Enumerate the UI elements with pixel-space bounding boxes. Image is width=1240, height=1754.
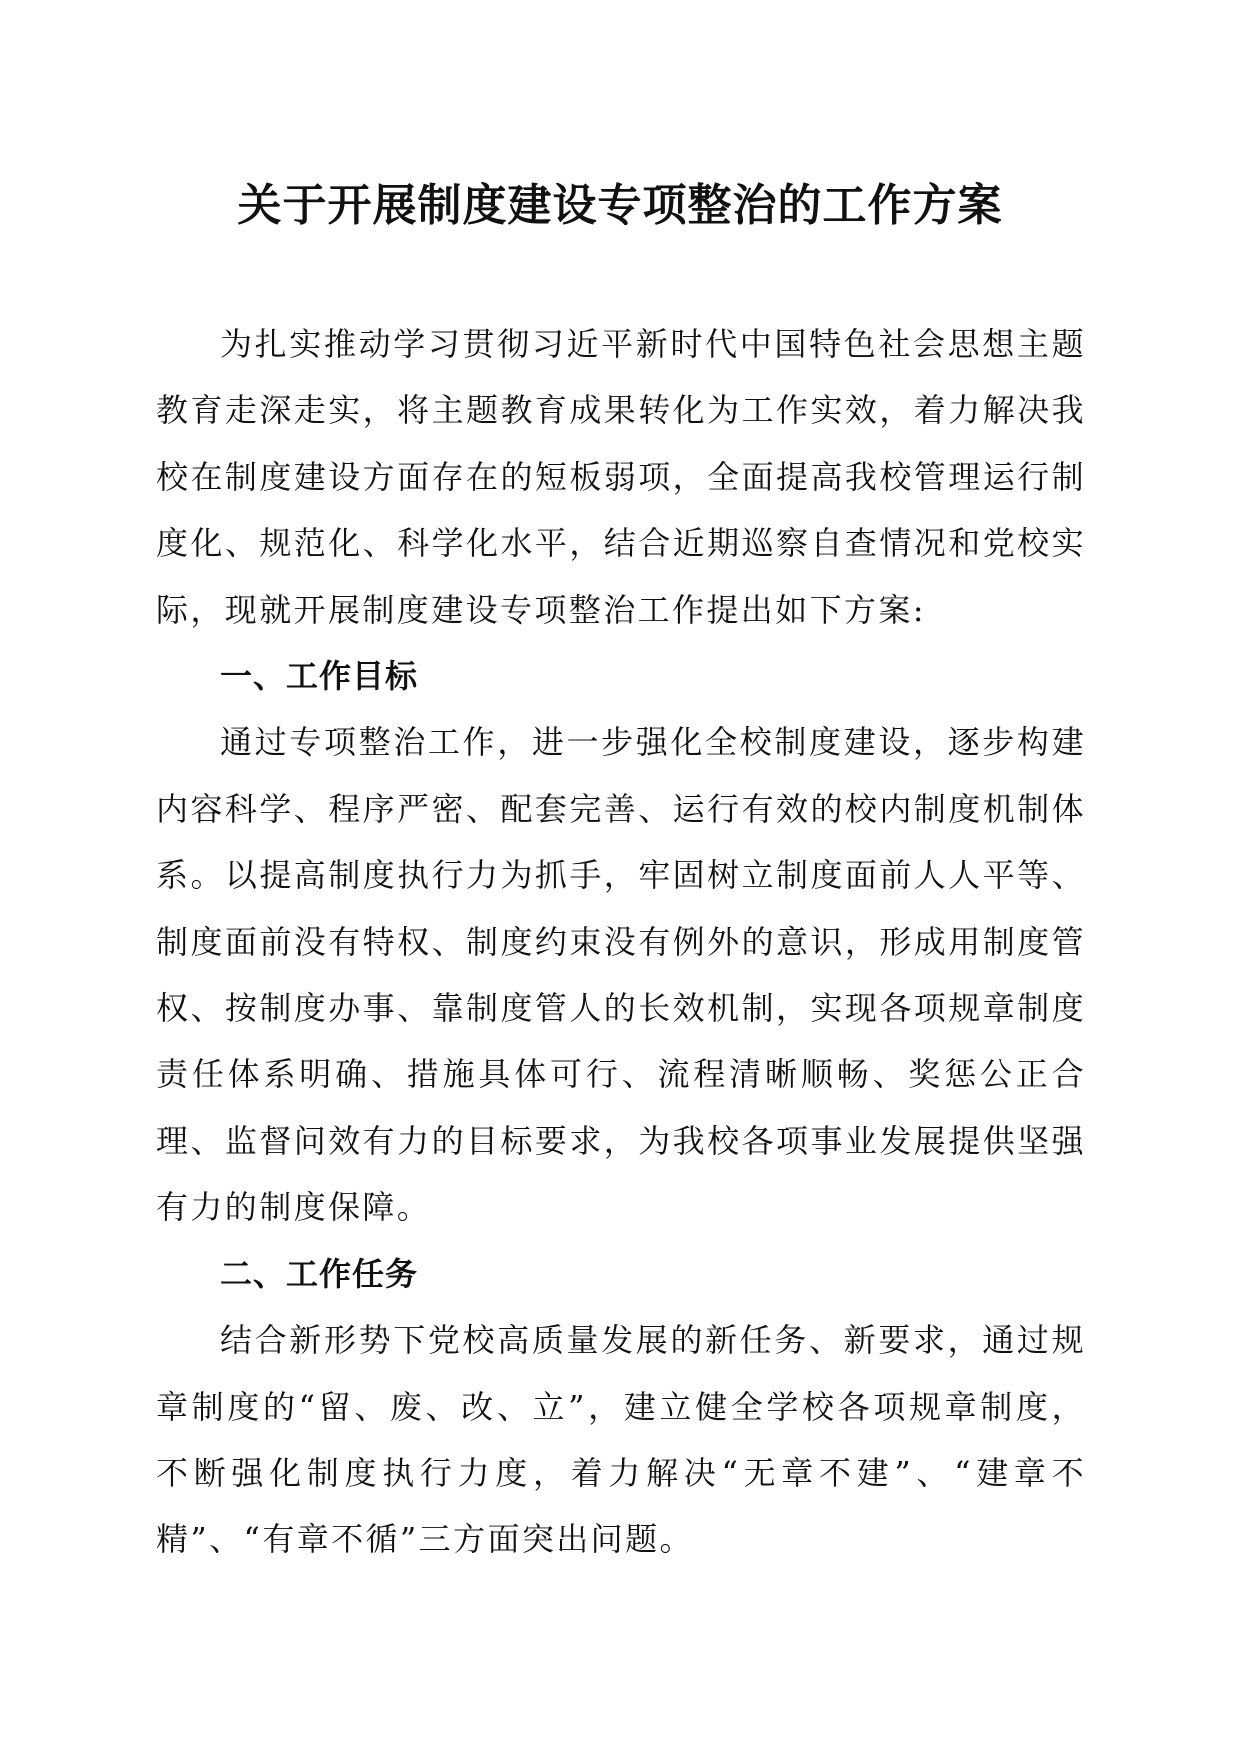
- intro-paragraph: 为扎实推动学习贯彻习近平新时代中国特色社会思想主题教育走深走实，将主题教育成果转化为工作实效，着力解决我校在制度建设方面存在的短板弱项，全面提高我校管理运行制度化、规范化、科学化水平，结合近期巡察自查情况和党校实际，现就开展制度建设专项整治工作提出如下方案:: [156, 325, 1086, 629]
- section-heading-goals: 一、工作目标: [220, 657, 419, 696]
- document-body: [156, 311, 1086, 1573]
- section-heading-tasks: 二、工作任务: [220, 1254, 419, 1293]
- section-body-tasks: 结合新形势下党校高质量发展的新任务、新要求，通过规章制度的“留、废、改、立”，建立健全学校各项规章制度，不断强化制度执行力度，着力解决“无章不建”、“建章不精”、“有章不循”三方面突出问题。: [156, 1321, 1086, 1559]
- section-body-goals: 通过专项整治工作，进一步强化全校制度建设，逐步构建内容科学、程序严密、配套完善、运行有效的校内制度机制体系。以提高制度执行力为抓手，牢固树立制度面前人人平等、制度面前没有特权、制度约束没有例外的意识，形成用制度管权、按制度办事、靠制度管人的长效机制，实现各项规章制度责任体系明确、措施具体可行、流程清晰顺畅、奖惩公正合理、监督问效有力的目标要求，为我校各项事业发展提供坚强有力的制度保障。: [156, 723, 1086, 1227]
- document-title: 关于开展制度建设专项整治的工作方案: [237, 180, 1003, 231]
